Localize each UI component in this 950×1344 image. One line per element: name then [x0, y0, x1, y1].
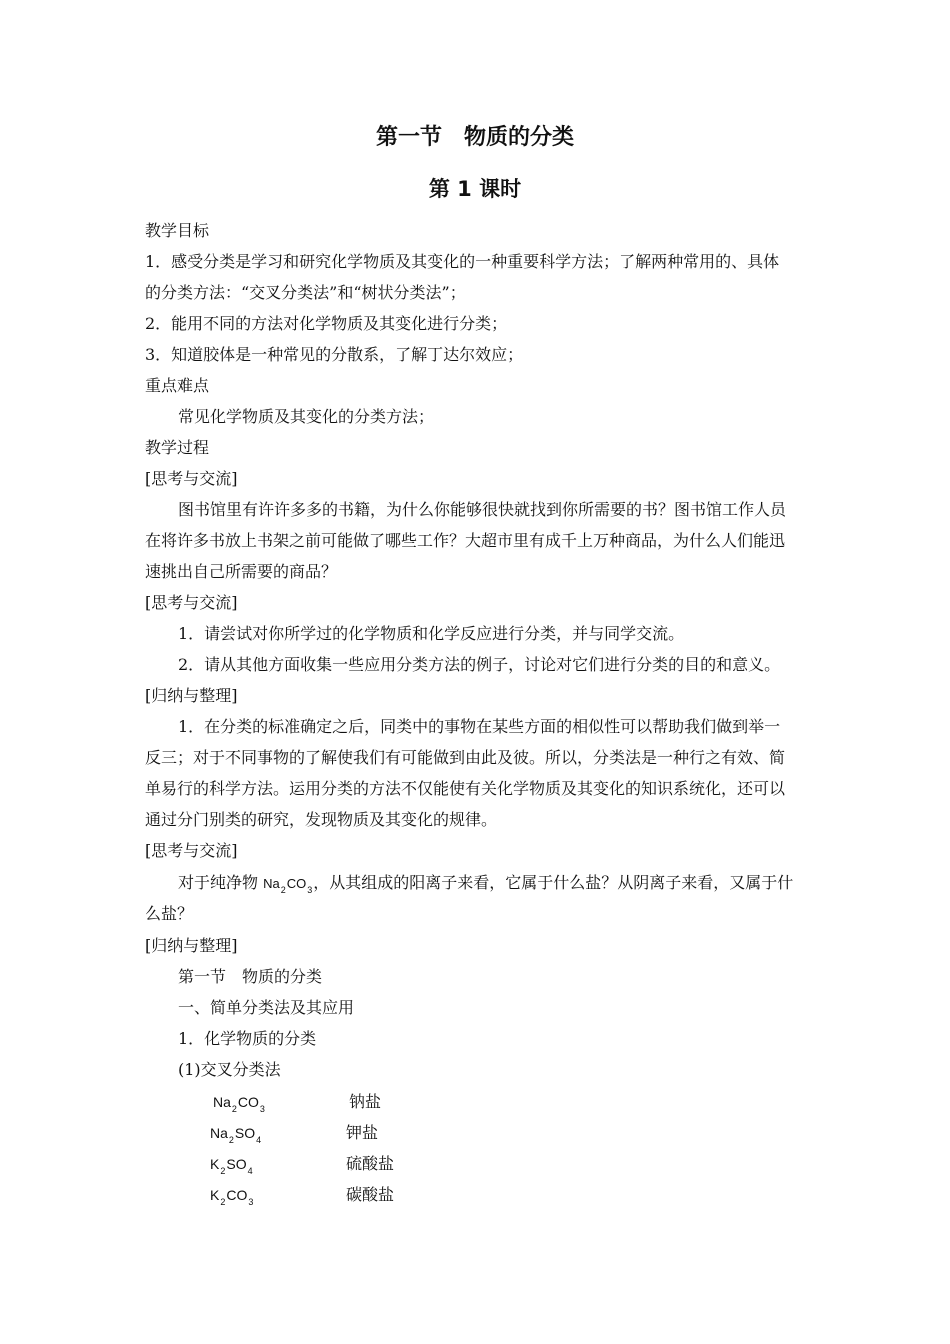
goal-1-line-2: 的分类方法：“交叉分类法”和“树状分类法”； [145, 283, 466, 302]
label-carbonate: 碳酸盐 [346, 1185, 395, 1204]
sodium-carbonate-question-line-2: 么盐？ [145, 904, 194, 923]
formula-k2co3-row: $K_2CO_3$ [210, 1187, 254, 1207]
summary-heading-2: [归纳与整理] [145, 936, 238, 955]
outline-item-cross-classification: (1)交叉分类法 [178, 1060, 281, 1079]
goal-2: 2．能用不同的方法对化学物质及其变化进行分类； [145, 314, 508, 333]
section-heading-key-points: 重点难点 [145, 376, 210, 395]
page-title: 第一节 物质的分类 [375, 125, 574, 150]
outline-item-chemical-substances: 1．化学物质的分类 [178, 1029, 317, 1048]
formula-na2co3-row: $Na_2CO_3$ [213, 1094, 265, 1114]
key-points-text: 常见化学物质及其变化的分类方法； [178, 407, 435, 426]
summary-paragraph-line-1: 1．在分类的标准确定之后，同类中的事物在某些方面的相似性可以帮助我们做到举一 [178, 717, 781, 736]
label-potassium-salt: 钾盐 [346, 1123, 379, 1142]
question-text-start: 对于纯净物 [178, 873, 264, 892]
label-sulfate: 硫酸盐 [346, 1154, 395, 1173]
formula-na2so4-row: $Na_2SO_4$ [210, 1125, 262, 1145]
summary-paragraph-line-4: 通过分门别类的研究，发现物质及其变化的规律。 [145, 810, 498, 829]
formula-na2co3: $Na_2CO_3$ [263, 876, 313, 895]
section-heading-process: 教学过程 [145, 438, 210, 457]
lesson-subtitle: 第 1 课时 [428, 177, 522, 201]
summary-paragraph-line-2: 反三；对于不同事物的了解使我们有可能做到由此及彼。所以，分类法是一种行之有效、简 [145, 748, 786, 767]
outline-section-title: 第一节 物质的分类 [178, 967, 323, 986]
summary-paragraph-line-3: 单易行的科学方法。运用分类的方法不仅能使有关化学物质及其变化的知识系统化，还可以 [145, 779, 786, 798]
paragraph-library-line-3: 速挑出自己所需要的商品？ [145, 562, 338, 581]
paragraph-library-line-1: 图书馆里有许许多多的书籍，为什么你能够很快就找到你所需要的书？图书馆工作人员 [178, 500, 787, 519]
outline-heading-simple-classification: 一、简单分类法及其应用 [178, 998, 355, 1017]
goal-1-line-1: 1．感受分类是学习和研究化学物质及其变化的一种重要科学方法；了解两种常用的、具体 [145, 252, 780, 271]
think-discuss-heading-1: [思考与交流] [145, 469, 238, 488]
goal-3: 3．知道胶体是一种常见的分散系，了解丁达尔效应； [145, 345, 524, 364]
think-discuss-heading-2: [思考与交流] [145, 593, 238, 612]
paragraph-library-line-2: 在将许多书放上书架之前可能做了哪些工作？大超市里有成千上万种商品，为什么人们能迅 [145, 531, 786, 550]
discuss-item-1: 1．请尝试对你所学过的化学物质和化学反应进行分类，并与同学交流。 [178, 624, 685, 643]
sodium-carbonate-question-line-1 [178, 873, 793, 895]
formula-k2so4-row: $K_2SO_4$ [210, 1156, 253, 1176]
question-text-end: ，从其组成的阳离子来看，它属于什么盐？从阴离子来看，又属于什 [313, 873, 794, 892]
summary-heading-1: [归纳与整理] [145, 686, 238, 705]
think-discuss-heading-3: [思考与交流] [145, 841, 238, 860]
label-sodium-salt: 钠盐 [349, 1092, 382, 1111]
discuss-item-2: 2．请从其他方面收集一些应用分类方法的例子，讨论对它们进行分类的目的和意义。 [178, 655, 781, 674]
section-heading-goals: 教学目标 [145, 221, 210, 240]
